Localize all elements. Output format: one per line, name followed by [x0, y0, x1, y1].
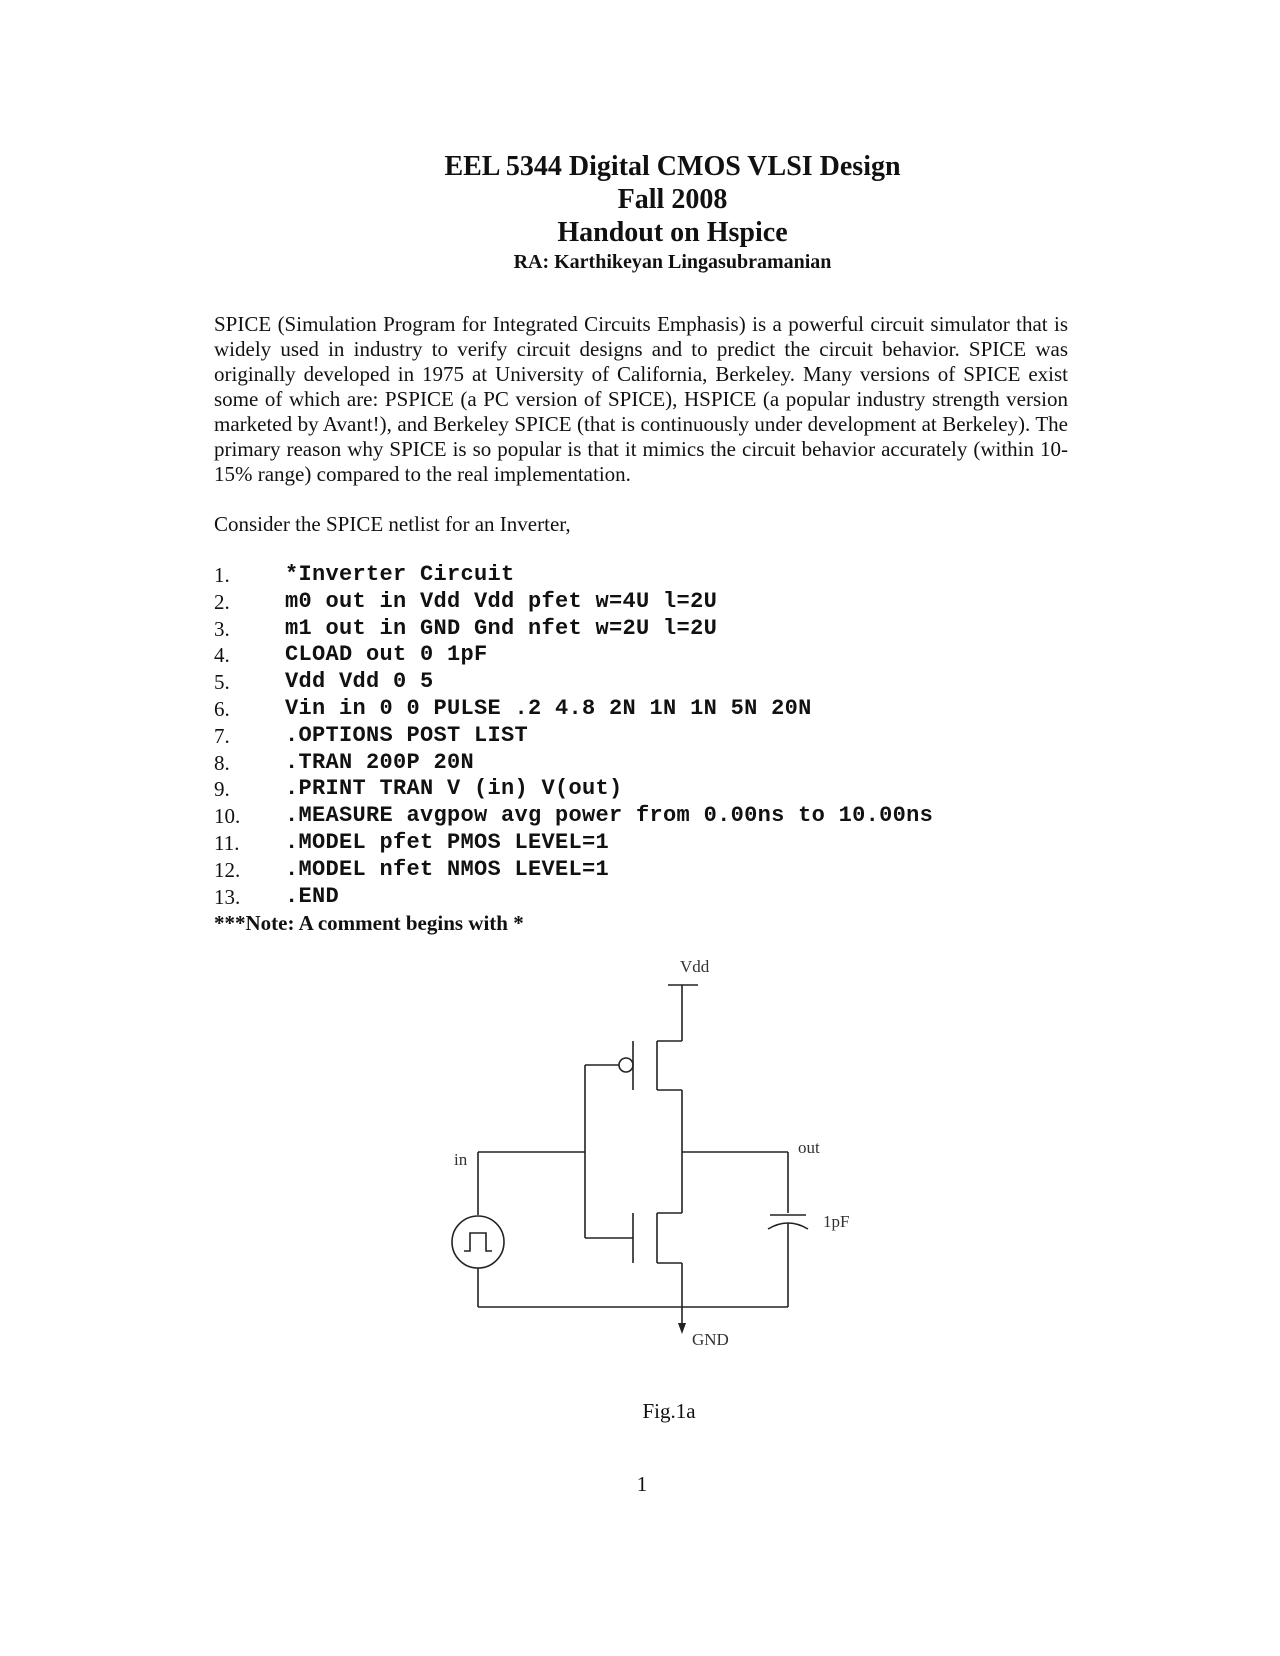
- netlist-code: .OPTIONS POST LIST: [285, 722, 529, 748]
- line-number: 7.: [214, 723, 230, 748]
- line-number: 10.: [214, 804, 241, 829]
- netlist-code: .MODEL pfet PMOS LEVEL=1: [285, 829, 610, 855]
- term-title: Fall 2008: [617, 184, 728, 215]
- capacitor-value-label: 1pF: [823, 1212, 850, 1231]
- pmos-gate-bubble: [619, 1058, 633, 1072]
- netlist-code: Vin in 0 0 PULSE .2 4.8 2N 1N 1N 5N 20N: [285, 695, 812, 721]
- netlist-line: [214, 616, 933, 643]
- netlist-code: CLOAD out 0 1pF: [285, 642, 488, 668]
- pulse-source-circle: [452, 1216, 504, 1268]
- consider-sentence: Consider the SPICE netlist for an Inverter,: [214, 512, 571, 536]
- spice-netlist: [214, 562, 933, 910]
- netlist-line: [214, 669, 933, 696]
- netlist-line: [214, 562, 933, 589]
- gnd-label: GND: [692, 1330, 729, 1349]
- netlist-code: m0 out in Vdd Vdd pfet w=4U l=2U: [285, 588, 718, 614]
- handout-title: Handout on Hspice: [557, 217, 788, 248]
- netlist-code: m1 out in GND Gnd nfet w=2U l=2U: [285, 615, 718, 641]
- line-number: 13.: [214, 884, 241, 909]
- line-number: 2.: [214, 589, 230, 614]
- schematic-wires: [452, 985, 808, 1328]
- comment-note: ***Note: A comment begins with *: [214, 911, 524, 935]
- netlist-code: *Inverter Circuit: [285, 562, 515, 587]
- netlist-line: [214, 723, 933, 750]
- gnd-arrow-icon: [678, 1323, 686, 1334]
- in-label: in: [454, 1150, 468, 1169]
- line-number: 8.: [214, 750, 230, 775]
- document-header: [0, 150, 1280, 275]
- line-number: 3.: [214, 616, 230, 641]
- line-number: 9.: [214, 777, 230, 802]
- intro-paragraph: SPICE (Simulation Program for Integrated Circuits Emphasis) is a powerful circuit simulator that is widely used in industry to verify circuit designs and to predict the circuit behavior. SPICE was originally developed in 1975 at University of California, Berkeley. Many versions of SPICE exist some of which are: PSPICE (a PC version of SPICE), HSPICE (a popular industry strength version marketed by Avant!), and Berkeley SPICE (that is continuously under development at Berkeley). The primary reason why SPICE is so popular is that it mimics the circuit behavior accurately (within 10-15% range) compared to the real implementation.: [214, 312, 1068, 486]
- netlist-line: [214, 642, 933, 669]
- netlist-code: .END: [285, 883, 340, 909]
- line-number: 4.: [214, 643, 230, 668]
- line-number: 12.: [214, 857, 241, 882]
- netlist-line: [214, 803, 933, 830]
- netlist-line: [214, 776, 933, 803]
- netlist-code: Vdd Vdd 0 5: [285, 669, 434, 695]
- netlist-line: [214, 696, 933, 723]
- pulse-source-symbol: [464, 1233, 492, 1251]
- netlist-code: .PRINT TRAN V (in) V(out): [285, 776, 623, 802]
- netlist-line: [214, 857, 933, 884]
- netlist-line: [214, 830, 933, 857]
- course-title: EEL 5344 Digital CMOS VLSI Design: [444, 151, 901, 182]
- netlist-code: .MEASURE avgpow avg power from 0.00ns to 10.00ns: [285, 803, 934, 829]
- netlist-line: [214, 750, 933, 777]
- line-number: 1.: [214, 563, 230, 587]
- netlist-code: .TRAN 200P 20N: [285, 749, 475, 775]
- inverter-schematic: [430, 945, 880, 1365]
- page-number: 1: [636, 1472, 648, 1496]
- line-number: 11.: [214, 830, 240, 855]
- vdd-label: Vdd: [680, 957, 710, 976]
- netlist-line: [214, 589, 933, 616]
- line-number: 6.: [214, 696, 230, 721]
- ra-name: RA: Karthikeyan Lingasubramanian: [513, 251, 832, 273]
- line-number: 5.: [214, 670, 230, 695]
- figure-caption: Fig.1a: [642, 1399, 696, 1423]
- netlist-code: .MODEL nfet NMOS LEVEL=1: [285, 856, 610, 882]
- netlist-line: [214, 884, 933, 911]
- out-label: out: [798, 1138, 820, 1157]
